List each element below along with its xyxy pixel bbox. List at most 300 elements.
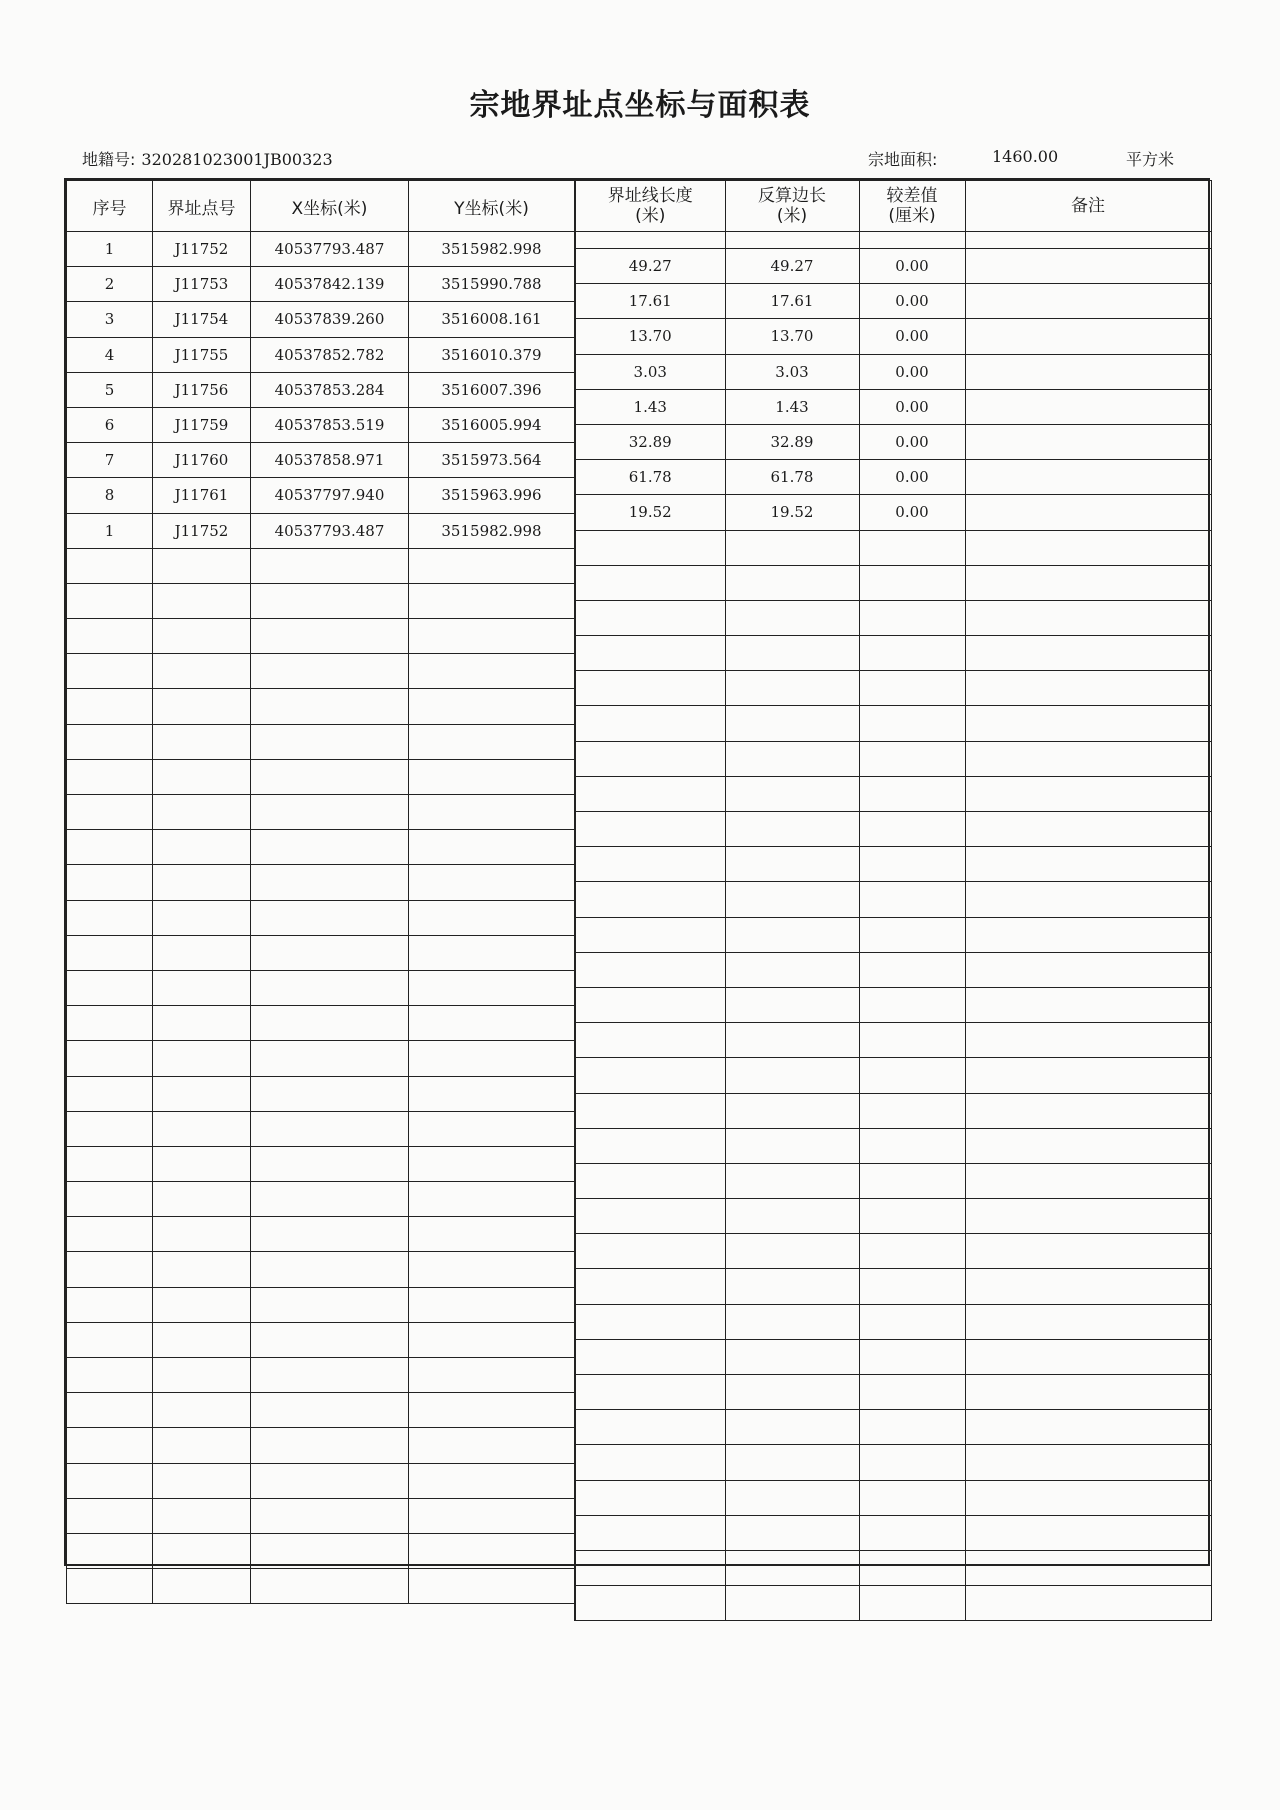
cell-point-id: J11752 [153, 513, 251, 548]
edge-row [575, 917, 1211, 952]
edge-row [575, 600, 1211, 635]
cell-note [965, 1023, 1211, 1058]
coordinate-row [67, 1463, 575, 1498]
cell-edge-length [575, 565, 725, 600]
edge-row [575, 284, 1211, 319]
cell-difference [859, 530, 965, 565]
cell-seq [67, 865, 153, 900]
cell-y [409, 795, 575, 830]
cell-edge-length [575, 706, 725, 741]
cell-seq [67, 1146, 153, 1181]
cell-note [965, 1550, 1211, 1585]
cell-y [409, 1322, 575, 1357]
cell-point-id [153, 1393, 251, 1428]
cell-note [965, 671, 1211, 706]
coordinate-row [67, 1287, 575, 1322]
cell-x [251, 830, 409, 865]
cell-note [965, 952, 1211, 987]
cell-x: 40537842.139 [251, 267, 409, 302]
cell-calc-length: 17.61 [725, 284, 859, 319]
cell-calc-length [725, 1515, 859, 1550]
cell-edge-length: 32.89 [575, 424, 725, 459]
parcel-area-label: 宗地面积: [868, 150, 938, 169]
cell-seq [67, 1463, 153, 1498]
cell-calc-length [725, 1058, 859, 1093]
edge-row [575, 671, 1211, 706]
parcel-number-label: 地籍号: [82, 150, 136, 169]
cell-edge-length: 17.61 [575, 284, 725, 319]
cell-edge-length: 49.27 [575, 249, 725, 284]
cell-y [409, 724, 575, 759]
cell-y: 3515963.996 [409, 478, 575, 513]
header-seq: 序号 [67, 181, 153, 232]
cell-point-id [153, 1006, 251, 1041]
parcel-area-unit: 平方米 [1126, 150, 1175, 169]
cell-seq [67, 1428, 153, 1463]
cell-difference [859, 1023, 965, 1058]
cell-x [251, 1498, 409, 1533]
cell-y: 3515982.998 [409, 232, 575, 267]
cell-difference [859, 1199, 965, 1234]
cell-point-id [153, 795, 251, 830]
coordinate-row [67, 1146, 575, 1181]
edge-row [575, 1199, 1211, 1234]
edge-row [575, 530, 1211, 565]
cell-edge-length [575, 1199, 725, 1234]
cell-calc-length [725, 776, 859, 811]
cell-x: 40537793.487 [251, 232, 409, 267]
cell-edge-length [575, 952, 725, 987]
edge-row [575, 636, 1211, 671]
cell-note [965, 1093, 1211, 1128]
coordinate-row [67, 232, 575, 267]
cell-edge-length [575, 812, 725, 847]
cell-note [965, 882, 1211, 917]
cell-difference [859, 847, 965, 882]
cell-y [409, 970, 575, 1005]
edge-row [575, 1550, 1211, 1585]
cell-note [965, 1445, 1211, 1480]
cell-note [965, 354, 1211, 389]
edge-row [575, 1480, 1211, 1515]
cell-calc-length [725, 1304, 859, 1339]
cell-y [409, 1252, 575, 1287]
cell-point-id: J11756 [153, 372, 251, 407]
cell-note [965, 424, 1211, 459]
cell-calc-length [725, 917, 859, 952]
coordinate-row [67, 1358, 575, 1393]
cell-edge-length: 19.52 [575, 495, 725, 530]
cell-calc-length: 61.78 [725, 460, 859, 495]
cell-calc-length [725, 1410, 859, 1445]
cell-point-id: J11761 [153, 478, 251, 513]
cell-y [409, 1498, 575, 1533]
header-calc-length: 反算边长 (米) [725, 181, 859, 232]
cell-point-id [153, 1498, 251, 1533]
cell-edge-length: 3.03 [575, 354, 725, 389]
cell-y [409, 548, 575, 583]
cell-x [251, 970, 409, 1005]
header-point-id: 界址点号 [153, 181, 251, 232]
cell-edge-length [575, 1550, 725, 1585]
coordinate-row [67, 513, 575, 548]
cell-difference [859, 1234, 965, 1269]
edge-offset-cell [725, 232, 859, 249]
edge-row [575, 319, 1211, 354]
cell-seq [67, 1076, 153, 1111]
parcel-number [82, 147, 333, 170]
cell-note [965, 495, 1211, 530]
edge-offset-row [575, 232, 1211, 249]
coordinate-row [67, 1076, 575, 1111]
cell-x [251, 1287, 409, 1322]
cell-calc-length [725, 741, 859, 776]
cell-edge-length [575, 1480, 725, 1515]
edge-offset-cell [859, 232, 965, 249]
cell-point-id [153, 1076, 251, 1111]
cell-edge-length [575, 1304, 725, 1339]
cell-seq: 4 [67, 337, 153, 372]
cell-difference [859, 776, 965, 811]
cell-x [251, 865, 409, 900]
cell-point-id [153, 1428, 251, 1463]
cell-difference: 0.00 [859, 460, 965, 495]
cell-difference [859, 636, 965, 671]
edge-row [575, 847, 1211, 882]
cell-note [965, 1058, 1211, 1093]
cell-edge-length [575, 1515, 725, 1550]
cell-point-id: J11760 [153, 443, 251, 478]
cell-note [965, 460, 1211, 495]
cell-seq [67, 759, 153, 794]
header-edge-length: 界址线长度 (米) [575, 181, 725, 232]
cell-calc-length: 19.52 [725, 495, 859, 530]
cell-edge-length [575, 1269, 725, 1304]
cell-calc-length: 1.43 [725, 389, 859, 424]
coordinate-row [67, 1322, 575, 1357]
cell-point-id [153, 1322, 251, 1357]
cell-note [965, 812, 1211, 847]
cell-x [251, 1569, 409, 1604]
cell-y [409, 1287, 575, 1322]
coordinate-row [67, 337, 575, 372]
cell-calc-length [725, 1339, 859, 1374]
cell-x [251, 1533, 409, 1568]
cell-difference: 0.00 [859, 284, 965, 319]
cell-edge-length [575, 1445, 725, 1480]
cell-difference [859, 987, 965, 1022]
coordinate-row [67, 1569, 575, 1604]
parcel-number-value: 320281023001JB00323 [141, 150, 333, 169]
edge-row [575, 354, 1211, 389]
coordinate-row [67, 1217, 575, 1252]
edge-table [574, 180, 1212, 1621]
edge-row [575, 1445, 1211, 1480]
cell-point-id: J11753 [153, 267, 251, 302]
cell-seq [67, 1533, 153, 1568]
edge-row [575, 1234, 1211, 1269]
cell-x [251, 619, 409, 654]
cell-calc-length [725, 1128, 859, 1163]
cell-seq: 1 [67, 513, 153, 548]
edge-row [575, 776, 1211, 811]
coordinate-row [67, 619, 575, 654]
edge-offset-cell [965, 232, 1211, 249]
cell-edge-length [575, 1023, 725, 1058]
cell-seq: 5 [67, 372, 153, 407]
cell-calc-length [725, 952, 859, 987]
edge-row [575, 389, 1211, 424]
edge-row [575, 495, 1211, 530]
cell-note [965, 565, 1211, 600]
cell-seq [67, 654, 153, 689]
parcel-area-value: 1460.00 [992, 147, 1059, 166]
cell-calc-length [725, 1093, 859, 1128]
edge-row [575, 987, 1211, 1022]
cell-x: 40537853.519 [251, 407, 409, 442]
cell-y [409, 1217, 575, 1252]
cell-point-id [153, 1533, 251, 1568]
cell-edge-length [575, 1375, 725, 1410]
cell-x: 40537839.260 [251, 302, 409, 337]
cell-x: 40537793.487 [251, 513, 409, 548]
coordinate-row [67, 1428, 575, 1463]
cell-point-id [153, 724, 251, 759]
cell-point-id [153, 935, 251, 970]
cell-edge-length [575, 1339, 725, 1374]
cell-edge-length [575, 1163, 725, 1198]
coordinate-row [67, 935, 575, 970]
cell-note [965, 1410, 1211, 1445]
cell-x: 40537853.284 [251, 372, 409, 407]
cell-calc-length [725, 600, 859, 635]
cell-y: 3515990.788 [409, 267, 575, 302]
cell-seq [67, 1217, 153, 1252]
edge-row [575, 1128, 1211, 1163]
cell-point-id [153, 1217, 251, 1252]
coordinate-row [67, 1041, 575, 1076]
coordinate-row [67, 1533, 575, 1568]
edge-row [575, 1375, 1211, 1410]
cell-edge-length [575, 987, 725, 1022]
cell-calc-length [725, 812, 859, 847]
cell-y [409, 1041, 575, 1076]
cell-point-id [153, 1252, 251, 1287]
edge-row [575, 1339, 1211, 1374]
cell-x [251, 1006, 409, 1041]
cell-seq [67, 724, 153, 759]
coordinate-row [67, 1006, 575, 1041]
cell-x [251, 1111, 409, 1146]
edge-header-row [575, 181, 1211, 232]
cell-seq [67, 970, 153, 1005]
cell-y: 3516007.396 [409, 372, 575, 407]
cell-y [409, 1569, 575, 1604]
cell-y: 3515973.564 [409, 443, 575, 478]
edge-row [575, 249, 1211, 284]
cell-difference [859, 1093, 965, 1128]
edge-row [575, 741, 1211, 776]
coordinate-row [67, 900, 575, 935]
cell-x [251, 1076, 409, 1111]
cell-note [965, 600, 1211, 635]
cell-seq [67, 1252, 153, 1287]
cell-point-id [153, 619, 251, 654]
cell-y [409, 654, 575, 689]
cell-point-id [153, 689, 251, 724]
cell-seq: 3 [67, 302, 153, 337]
edge-row [575, 1269, 1211, 1304]
cell-edge-length [575, 1093, 725, 1128]
cell-seq [67, 1569, 153, 1604]
cell-x [251, 1358, 409, 1393]
cell-difference [859, 565, 965, 600]
cell-point-id [153, 548, 251, 583]
cell-difference [859, 671, 965, 706]
cell-x [251, 724, 409, 759]
cell-note [965, 1163, 1211, 1198]
cell-note [965, 1128, 1211, 1163]
cell-difference [859, 1410, 965, 1445]
cell-difference [859, 600, 965, 635]
cell-x [251, 1463, 409, 1498]
cell-x [251, 1041, 409, 1076]
cell-calc-length [725, 530, 859, 565]
cell-calc-length [725, 1445, 859, 1480]
cell-note [965, 1199, 1211, 1234]
cell-y [409, 830, 575, 865]
cell-seq [67, 830, 153, 865]
cell-y [409, 1533, 575, 1568]
cell-edge-length [575, 882, 725, 917]
cell-point-id [153, 1287, 251, 1322]
cell-note [965, 1515, 1211, 1550]
cell-difference: 0.00 [859, 424, 965, 459]
cell-x [251, 1217, 409, 1252]
cell-point-id [153, 1463, 251, 1498]
cell-edge-length [575, 671, 725, 706]
cell-x [251, 1146, 409, 1181]
cell-y [409, 1076, 575, 1111]
cell-seq: 1 [67, 232, 153, 267]
coordinate-row [67, 1393, 575, 1428]
cell-edge-length [575, 917, 725, 952]
cell-point-id: J11755 [153, 337, 251, 372]
cell-point-id: J11752 [153, 232, 251, 267]
cell-difference [859, 1375, 965, 1410]
cell-calc-length [725, 565, 859, 600]
cell-x: 40537797.940 [251, 478, 409, 513]
cell-seq [67, 1287, 153, 1322]
cell-x [251, 900, 409, 935]
cell-y [409, 1428, 575, 1463]
cell-edge-length [575, 530, 725, 565]
cell-seq [67, 1322, 153, 1357]
edge-row [575, 1586, 1211, 1621]
cell-calc-length [725, 1269, 859, 1304]
cell-calc-length [725, 1023, 859, 1058]
cell-point-id [153, 970, 251, 1005]
edge-row [575, 460, 1211, 495]
cell-note [965, 1234, 1211, 1269]
cell-note [965, 1375, 1211, 1410]
cell-seq [67, 583, 153, 618]
cell-difference [859, 952, 965, 987]
cell-note [965, 1269, 1211, 1304]
cell-point-id [153, 1041, 251, 1076]
cell-calc-length [725, 987, 859, 1022]
cell-y [409, 583, 575, 618]
cell-seq: 8 [67, 478, 153, 513]
cell-difference [859, 1550, 965, 1585]
cell-note [965, 249, 1211, 284]
cell-calc-length [725, 1199, 859, 1234]
cell-point-id [153, 1111, 251, 1146]
cell-y: 3515982.998 [409, 513, 575, 548]
cell-point-id: J11759 [153, 407, 251, 442]
cell-edge-length [575, 1586, 725, 1621]
coordinate-header-row [67, 181, 575, 232]
cell-point-id: J11754 [153, 302, 251, 337]
coordinate-row [67, 795, 575, 830]
cell-edge-length: 13.70 [575, 319, 725, 354]
cell-point-id [153, 865, 251, 900]
cell-y [409, 1146, 575, 1181]
edge-row [575, 1023, 1211, 1058]
cell-y [409, 1111, 575, 1146]
edge-row [575, 882, 1211, 917]
cell-note [965, 741, 1211, 776]
cell-y [409, 935, 575, 970]
cell-note [965, 776, 1211, 811]
cell-difference [859, 706, 965, 741]
cell-x [251, 935, 409, 970]
coordinate-row [67, 372, 575, 407]
coordinate-row [67, 724, 575, 759]
cell-x [251, 583, 409, 618]
edge-offset-cell [575, 232, 725, 249]
coordinate-row [67, 443, 575, 478]
cell-difference [859, 1163, 965, 1198]
cell-difference [859, 1058, 965, 1093]
cell-note [965, 636, 1211, 671]
cell-x [251, 654, 409, 689]
cell-difference [859, 812, 965, 847]
cell-seq [67, 1182, 153, 1217]
cell-y: 3516010.379 [409, 337, 575, 372]
cell-calc-length: 13.70 [725, 319, 859, 354]
cell-seq [67, 1006, 153, 1041]
coordinate-row [67, 970, 575, 1005]
cell-y [409, 619, 575, 654]
cell-y: 3516008.161 [409, 302, 575, 337]
edge-row [575, 1093, 1211, 1128]
edge-row [575, 952, 1211, 987]
cell-difference [859, 882, 965, 917]
coordinate-row [67, 478, 575, 513]
coordinate-row [67, 407, 575, 442]
cell-x [251, 1393, 409, 1428]
cell-seq [67, 795, 153, 830]
edge-row [575, 1163, 1211, 1198]
cell-seq: 2 [67, 267, 153, 302]
cell-note [965, 319, 1211, 354]
cell-note [965, 1339, 1211, 1374]
cell-seq [67, 1358, 153, 1393]
cell-seq [67, 619, 153, 654]
cell-y [409, 865, 575, 900]
cell-difference [859, 1269, 965, 1304]
